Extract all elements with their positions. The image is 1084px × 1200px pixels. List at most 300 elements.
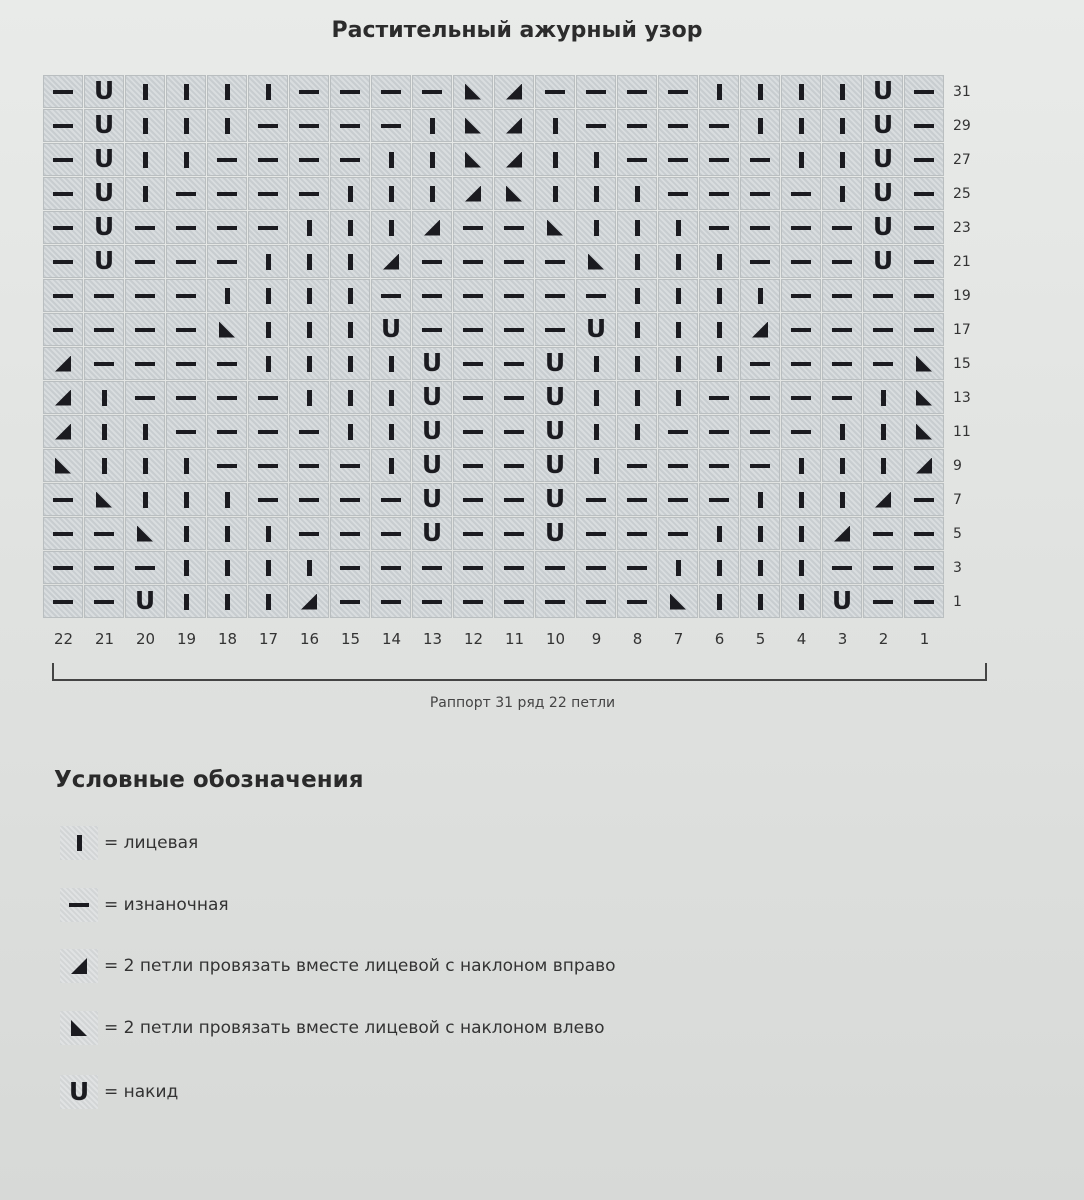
- knit-stitch-icon: [799, 152, 804, 168]
- purl-stitch-icon: [381, 600, 401, 604]
- chart-cell: [166, 211, 206, 244]
- purl-stitch-icon: [504, 294, 524, 298]
- knit-stitch-icon: [307, 560, 312, 576]
- chart-cell: [289, 347, 329, 380]
- row-number-label: 17: [953, 322, 971, 338]
- chart-cell: [207, 279, 247, 312]
- chart-cell: [740, 75, 780, 108]
- knit-stitch-icon: [307, 254, 312, 270]
- chart-cell: [822, 415, 862, 448]
- purl-stitch-icon: [504, 532, 524, 536]
- legend-text-k2tog-right: = 2 петли провязать вместе лицевой с наклоном вправо: [104, 956, 616, 976]
- knit-stitch-icon: [635, 288, 640, 304]
- knit-stitch-icon: [184, 492, 189, 508]
- chart-cell: [371, 75, 411, 108]
- knit-stitch-icon: [102, 390, 107, 406]
- chart-cell: [330, 211, 370, 244]
- legend-text-purl: = изнаночная: [104, 895, 229, 915]
- purl-stitch-icon: [176, 328, 196, 332]
- knit-stitch-icon: [840, 458, 845, 474]
- chart-cell: [658, 347, 698, 380]
- chart-cell: [863, 551, 903, 584]
- knit-stitch-icon: [430, 152, 435, 168]
- chart-cell: [125, 347, 165, 380]
- row-number-label: 27: [953, 152, 971, 168]
- purl-stitch-icon: [668, 192, 688, 196]
- chart-cell: [904, 109, 944, 142]
- chart-cell: [330, 449, 370, 482]
- chart-cell: [494, 347, 534, 380]
- purl-stitch-icon: [422, 90, 442, 94]
- chart-cell: [740, 381, 780, 414]
- purl-stitch-icon: [504, 396, 524, 400]
- chart-cell: [576, 245, 616, 278]
- chart-cell: [125, 75, 165, 108]
- chart-cell: [453, 245, 493, 278]
- chart-cell: [125, 211, 165, 244]
- chart-cell: [576, 313, 616, 346]
- purl-stitch-icon: [627, 600, 647, 604]
- purl-stitch-icon: [791, 226, 811, 230]
- knit-stitch-icon: [717, 560, 722, 576]
- knit-stitch-icon: [102, 458, 107, 474]
- chart-cell: [740, 279, 780, 312]
- purl-stitch-icon: [873, 532, 893, 536]
- chart-cell: [494, 449, 534, 482]
- chart-cell: [576, 143, 616, 176]
- knit-stitch-icon: [143, 186, 148, 202]
- chart-cell: [330, 381, 370, 414]
- purl-stitch-icon: [791, 328, 811, 332]
- knit-stitch-icon: [635, 390, 640, 406]
- chart-cell: [822, 585, 862, 618]
- chart-cell: [125, 585, 165, 618]
- chart-cell: [371, 551, 411, 584]
- chart-cell: [494, 551, 534, 584]
- purl-stitch-icon: [914, 498, 934, 502]
- chart-cell: [617, 585, 657, 618]
- knit-stitch-icon: [348, 424, 353, 440]
- purl-stitch-icon: [914, 192, 934, 196]
- chart-cell: [330, 517, 370, 550]
- chart-cell: [576, 449, 616, 482]
- decrease-left-icon: [137, 526, 153, 542]
- purl-stitch-icon: [832, 294, 852, 298]
- purl-stitch-icon: [914, 532, 934, 536]
- yarn-over-icon: U: [93, 144, 115, 173]
- chart-cell: [43, 279, 83, 312]
- chart-cell: [617, 551, 657, 584]
- chart-cell: [412, 415, 452, 448]
- purl-stitch-icon: [750, 396, 770, 400]
- chart-cell: [699, 551, 739, 584]
- knit-stitch-icon: [799, 118, 804, 134]
- chart-cell: [371, 415, 411, 448]
- chart-cell: [330, 143, 370, 176]
- chart-cell: [535, 313, 575, 346]
- purl-stitch-icon: [53, 498, 73, 502]
- decrease-right-icon: [55, 356, 71, 372]
- chart-cell: [535, 483, 575, 516]
- knit-stitch-icon: [881, 458, 886, 474]
- purl-stitch-icon: [627, 158, 647, 162]
- knit-stitch-icon: [594, 356, 599, 372]
- chart-cell: [494, 143, 534, 176]
- purl-stitch-icon: [463, 430, 483, 434]
- chart-cell: [371, 245, 411, 278]
- purl-stitch-icon: [217, 362, 237, 366]
- chart-cell: [494, 211, 534, 244]
- chart-cell: [371, 585, 411, 618]
- chart-cell: [699, 483, 739, 516]
- chart-cell: [494, 177, 534, 210]
- chart-cell: [289, 75, 329, 108]
- purl-stitch-icon: [914, 158, 934, 162]
- chart-cell: [781, 245, 821, 278]
- chart-cell: [617, 483, 657, 516]
- chart-cell: [740, 585, 780, 618]
- chart-cell: [84, 313, 124, 346]
- purl-stitch-icon: [176, 294, 196, 298]
- chart-cell: [412, 551, 452, 584]
- knit-stitch-icon: [266, 254, 271, 270]
- chart-cell: [699, 517, 739, 550]
- chart-cell: [371, 483, 411, 516]
- yarn-over-icon: U: [872, 246, 894, 275]
- chart-cell: [166, 449, 206, 482]
- knit-stitch-icon: [717, 594, 722, 610]
- purl-stitch-icon: [668, 498, 688, 502]
- chart-cell: [658, 517, 698, 550]
- chart-cell: [576, 347, 616, 380]
- chart-cell: [43, 585, 83, 618]
- chart-cell: [166, 381, 206, 414]
- chart-cell: [289, 211, 329, 244]
- chart-cell: [412, 109, 452, 142]
- purl-stitch-icon: [258, 430, 278, 434]
- chart-cell: [248, 517, 288, 550]
- chart-cell: [699, 109, 739, 142]
- chart-cell: [863, 75, 903, 108]
- chart-cell: [453, 483, 493, 516]
- purl-stitch-icon: [545, 294, 565, 298]
- column-number-label: 1: [919, 630, 930, 648]
- chart-cell: [84, 415, 124, 448]
- chart-cell: [535, 347, 575, 380]
- purl-stitch-icon: [381, 90, 401, 94]
- knit-stitch-icon: [553, 152, 558, 168]
- purl-stitch-icon: [422, 294, 442, 298]
- column-number-label: 3: [837, 630, 848, 648]
- knit-stitch-icon: [143, 84, 148, 100]
- chart-cell: [494, 517, 534, 550]
- knit-stitch-icon: [225, 526, 230, 542]
- purl-stitch-icon: [217, 396, 237, 400]
- decrease-right-icon: [752, 322, 768, 338]
- purl-stitch-icon: [381, 124, 401, 128]
- purl-stitch-icon: [422, 328, 442, 332]
- purl-stitch-icon: [53, 600, 73, 604]
- chart-cell: [822, 177, 862, 210]
- knit-stitch-icon: [676, 560, 681, 576]
- knit-stitch-icon: [348, 186, 353, 202]
- chart-cell: [699, 75, 739, 108]
- chart-cell: [125, 517, 165, 550]
- purl-stitch-icon: [463, 328, 483, 332]
- chart-cell: [453, 109, 493, 142]
- chart-cell: [699, 143, 739, 176]
- chart-cell: [289, 415, 329, 448]
- knit-stitch-icon: [348, 322, 353, 338]
- column-number-label: 16: [299, 630, 320, 648]
- purl-stitch-icon: [94, 566, 114, 570]
- chart-cell: [207, 143, 247, 176]
- purl-stitch-icon: [299, 158, 319, 162]
- chart-cell: [904, 449, 944, 482]
- decrease-left-icon: [670, 594, 686, 610]
- chart-cell: [863, 585, 903, 618]
- chart-cell: [494, 483, 534, 516]
- yarn-over-icon: U: [544, 518, 566, 547]
- legend-text-k2tog-left: = 2 петли провязать вместе лицевой с наклоном влево: [104, 1018, 605, 1038]
- chart-cell: [207, 381, 247, 414]
- chart-cell: [576, 415, 616, 448]
- purl-stitch-icon: [340, 566, 360, 570]
- purl-stitch-icon: [381, 294, 401, 298]
- purl-stitch-icon: [217, 430, 237, 434]
- purl-stitch-icon: [627, 90, 647, 94]
- chart-cell: [535, 211, 575, 244]
- purl-stitch-icon: [504, 566, 524, 570]
- knit-stitch-icon: [799, 492, 804, 508]
- chart-cell: [207, 245, 247, 278]
- chart-cell: [43, 415, 83, 448]
- chart-cell: [904, 483, 944, 516]
- chart-cell: [781, 177, 821, 210]
- decrease-right-icon: [875, 492, 891, 508]
- chart-cell: [453, 415, 493, 448]
- chart-cell: [699, 415, 739, 448]
- row-number-label: 9: [953, 458, 962, 474]
- chart-cell: [535, 415, 575, 448]
- knit-stitch-icon: [676, 220, 681, 236]
- chart-cell: [494, 415, 534, 448]
- knit-stitch-icon: [676, 390, 681, 406]
- yarn-over-icon: U: [421, 348, 443, 377]
- purl-stitch-icon: [504, 328, 524, 332]
- chart-cell: [453, 143, 493, 176]
- chart-cell: [535, 109, 575, 142]
- chart-cell: [248, 347, 288, 380]
- column-number-label: 9: [591, 630, 602, 648]
- chart-cell: [904, 143, 944, 176]
- chart-cell: [125, 449, 165, 482]
- purl-stitch-icon: [586, 532, 606, 536]
- decrease-right-icon: [424, 220, 440, 236]
- chart-cell: [207, 415, 247, 448]
- chart-cell: [289, 381, 329, 414]
- purl-stitch-icon: [750, 464, 770, 468]
- chart-cell: [166, 483, 206, 516]
- column-number-label: 6: [714, 630, 725, 648]
- decrease-left-icon: [55, 458, 71, 474]
- column-number-label: 5: [755, 630, 766, 648]
- legend-text-yarn-over: = накид: [104, 1082, 179, 1102]
- chart-cell: [863, 415, 903, 448]
- chart-cell: [699, 347, 739, 380]
- knit-stitch-icon: [184, 560, 189, 576]
- chart-cell: [166, 347, 206, 380]
- chart-cell: [43, 177, 83, 210]
- chart-cell: [617, 313, 657, 346]
- knit-stitch-icon: [389, 186, 394, 202]
- knit-stitch-icon: [717, 322, 722, 338]
- chart-cell: [289, 143, 329, 176]
- purl-stitch-icon: [545, 600, 565, 604]
- chart-cell: [740, 551, 780, 584]
- chart-cell: [617, 211, 657, 244]
- purl-stitch-icon: [94, 600, 114, 604]
- decrease-left-icon: [588, 254, 604, 270]
- purl-stitch-icon: [504, 260, 524, 264]
- decrease-right-icon: [60, 949, 98, 983]
- chart-cell: [822, 381, 862, 414]
- purl-stitch-icon: [463, 532, 483, 536]
- purl-stitch-icon: [217, 260, 237, 264]
- chart-cell: [207, 517, 247, 550]
- purl-stitch-icon: [791, 294, 811, 298]
- purl-stitch-icon: [176, 226, 196, 230]
- row-number-label: 5: [953, 526, 962, 542]
- chart-cell: [248, 449, 288, 482]
- chart-cell: [330, 279, 370, 312]
- chart-cell: [863, 381, 903, 414]
- knit-stitch-icon: [799, 526, 804, 542]
- chart-cell: [822, 245, 862, 278]
- chart-cell: [863, 143, 903, 176]
- knit-stitch-icon: [348, 390, 353, 406]
- chart-cell: [822, 143, 862, 176]
- purl-stitch-icon: [504, 600, 524, 604]
- chart-cell: [43, 347, 83, 380]
- decrease-left-icon: [506, 186, 522, 202]
- knit-stitch-icon: [635, 424, 640, 440]
- chart-cell: [699, 313, 739, 346]
- chart-cell: [84, 245, 124, 278]
- chart-cell: [576, 585, 616, 618]
- chart-cell: [617, 245, 657, 278]
- chart-cell: [781, 143, 821, 176]
- knit-stitch-icon: [389, 356, 394, 372]
- chart-cell: [576, 551, 616, 584]
- chart-cell: [371, 347, 411, 380]
- purl-stitch-icon: [914, 90, 934, 94]
- chart-cell: [453, 381, 493, 414]
- purl-stitch-icon: [832, 226, 852, 230]
- purl-stitch-icon: [258, 226, 278, 230]
- decrease-left-icon: [547, 220, 563, 236]
- chart-cell: [617, 449, 657, 482]
- chart-cell: [658, 279, 698, 312]
- chart-cell: [904, 585, 944, 618]
- knit-stitch-icon: [758, 288, 763, 304]
- column-number-label: 14: [381, 630, 402, 648]
- purl-stitch-icon: [914, 294, 934, 298]
- purl-stitch-icon: [463, 566, 483, 570]
- knit-stitch-icon: [266, 322, 271, 338]
- purl-stitch-icon: [463, 260, 483, 264]
- column-number-label: 22: [53, 630, 74, 648]
- chart-cell: [248, 177, 288, 210]
- purl-stitch-icon: [504, 430, 524, 434]
- purl-stitch-icon: [94, 328, 114, 332]
- chart-cell: [904, 313, 944, 346]
- knit-stitch-icon: [266, 288, 271, 304]
- chart-cell: [658, 381, 698, 414]
- chart-cell: [412, 381, 452, 414]
- yarn-over-icon: U: [872, 110, 894, 139]
- purl-stitch-icon: [832, 328, 852, 332]
- chart-cell: [125, 381, 165, 414]
- chart-cell: [248, 143, 288, 176]
- purl-stitch-icon: [258, 124, 278, 128]
- chart-cell: [617, 75, 657, 108]
- chart-cell: [740, 517, 780, 550]
- chart-cell: [904, 551, 944, 584]
- purl-stitch-icon: [217, 158, 237, 162]
- knit-stitch-icon: [307, 390, 312, 406]
- purl-stitch-icon: [340, 158, 360, 162]
- purl-stitch-icon: [94, 294, 114, 298]
- row-number-label: 11: [953, 424, 971, 440]
- purl-stitch-icon: [668, 124, 688, 128]
- row-number-label: 19: [953, 288, 971, 304]
- chart-cell: [289, 585, 329, 618]
- chart-cell: [207, 75, 247, 108]
- legend-item-k2tog-right: [60, 949, 616, 983]
- chart-cell: [863, 449, 903, 482]
- chart-cell: [289, 109, 329, 142]
- chart-cell: [904, 415, 944, 448]
- row-number-label: 15: [953, 356, 971, 372]
- purl-stitch-icon: [545, 260, 565, 264]
- chart-cell: [207, 109, 247, 142]
- chart-cell: [248, 109, 288, 142]
- chart-cell: [125, 109, 165, 142]
- purl-stitch-icon: [381, 566, 401, 570]
- decrease-right-icon: [55, 390, 71, 406]
- purl-stitch-icon: [463, 226, 483, 230]
- chart-cell: [371, 143, 411, 176]
- purl-stitch-icon: [914, 226, 934, 230]
- column-number-label: 21: [94, 630, 115, 648]
- legend-item-purl: [60, 888, 229, 922]
- purl-stitch-icon: [463, 294, 483, 298]
- yarn-over-icon: U: [421, 518, 443, 547]
- chart-cell: [43, 211, 83, 244]
- chart-cell: [125, 551, 165, 584]
- chart-cell: [43, 75, 83, 108]
- chart-cell: [453, 279, 493, 312]
- chart-cell: [248, 483, 288, 516]
- chart-cell: [617, 109, 657, 142]
- purl-stitch-icon: [94, 532, 114, 536]
- purl-stitch-icon: [504, 464, 524, 468]
- chart-cell: [248, 313, 288, 346]
- purl-stitch-icon: [873, 328, 893, 332]
- knit-stitch-icon: [758, 492, 763, 508]
- chart-cell: [166, 143, 206, 176]
